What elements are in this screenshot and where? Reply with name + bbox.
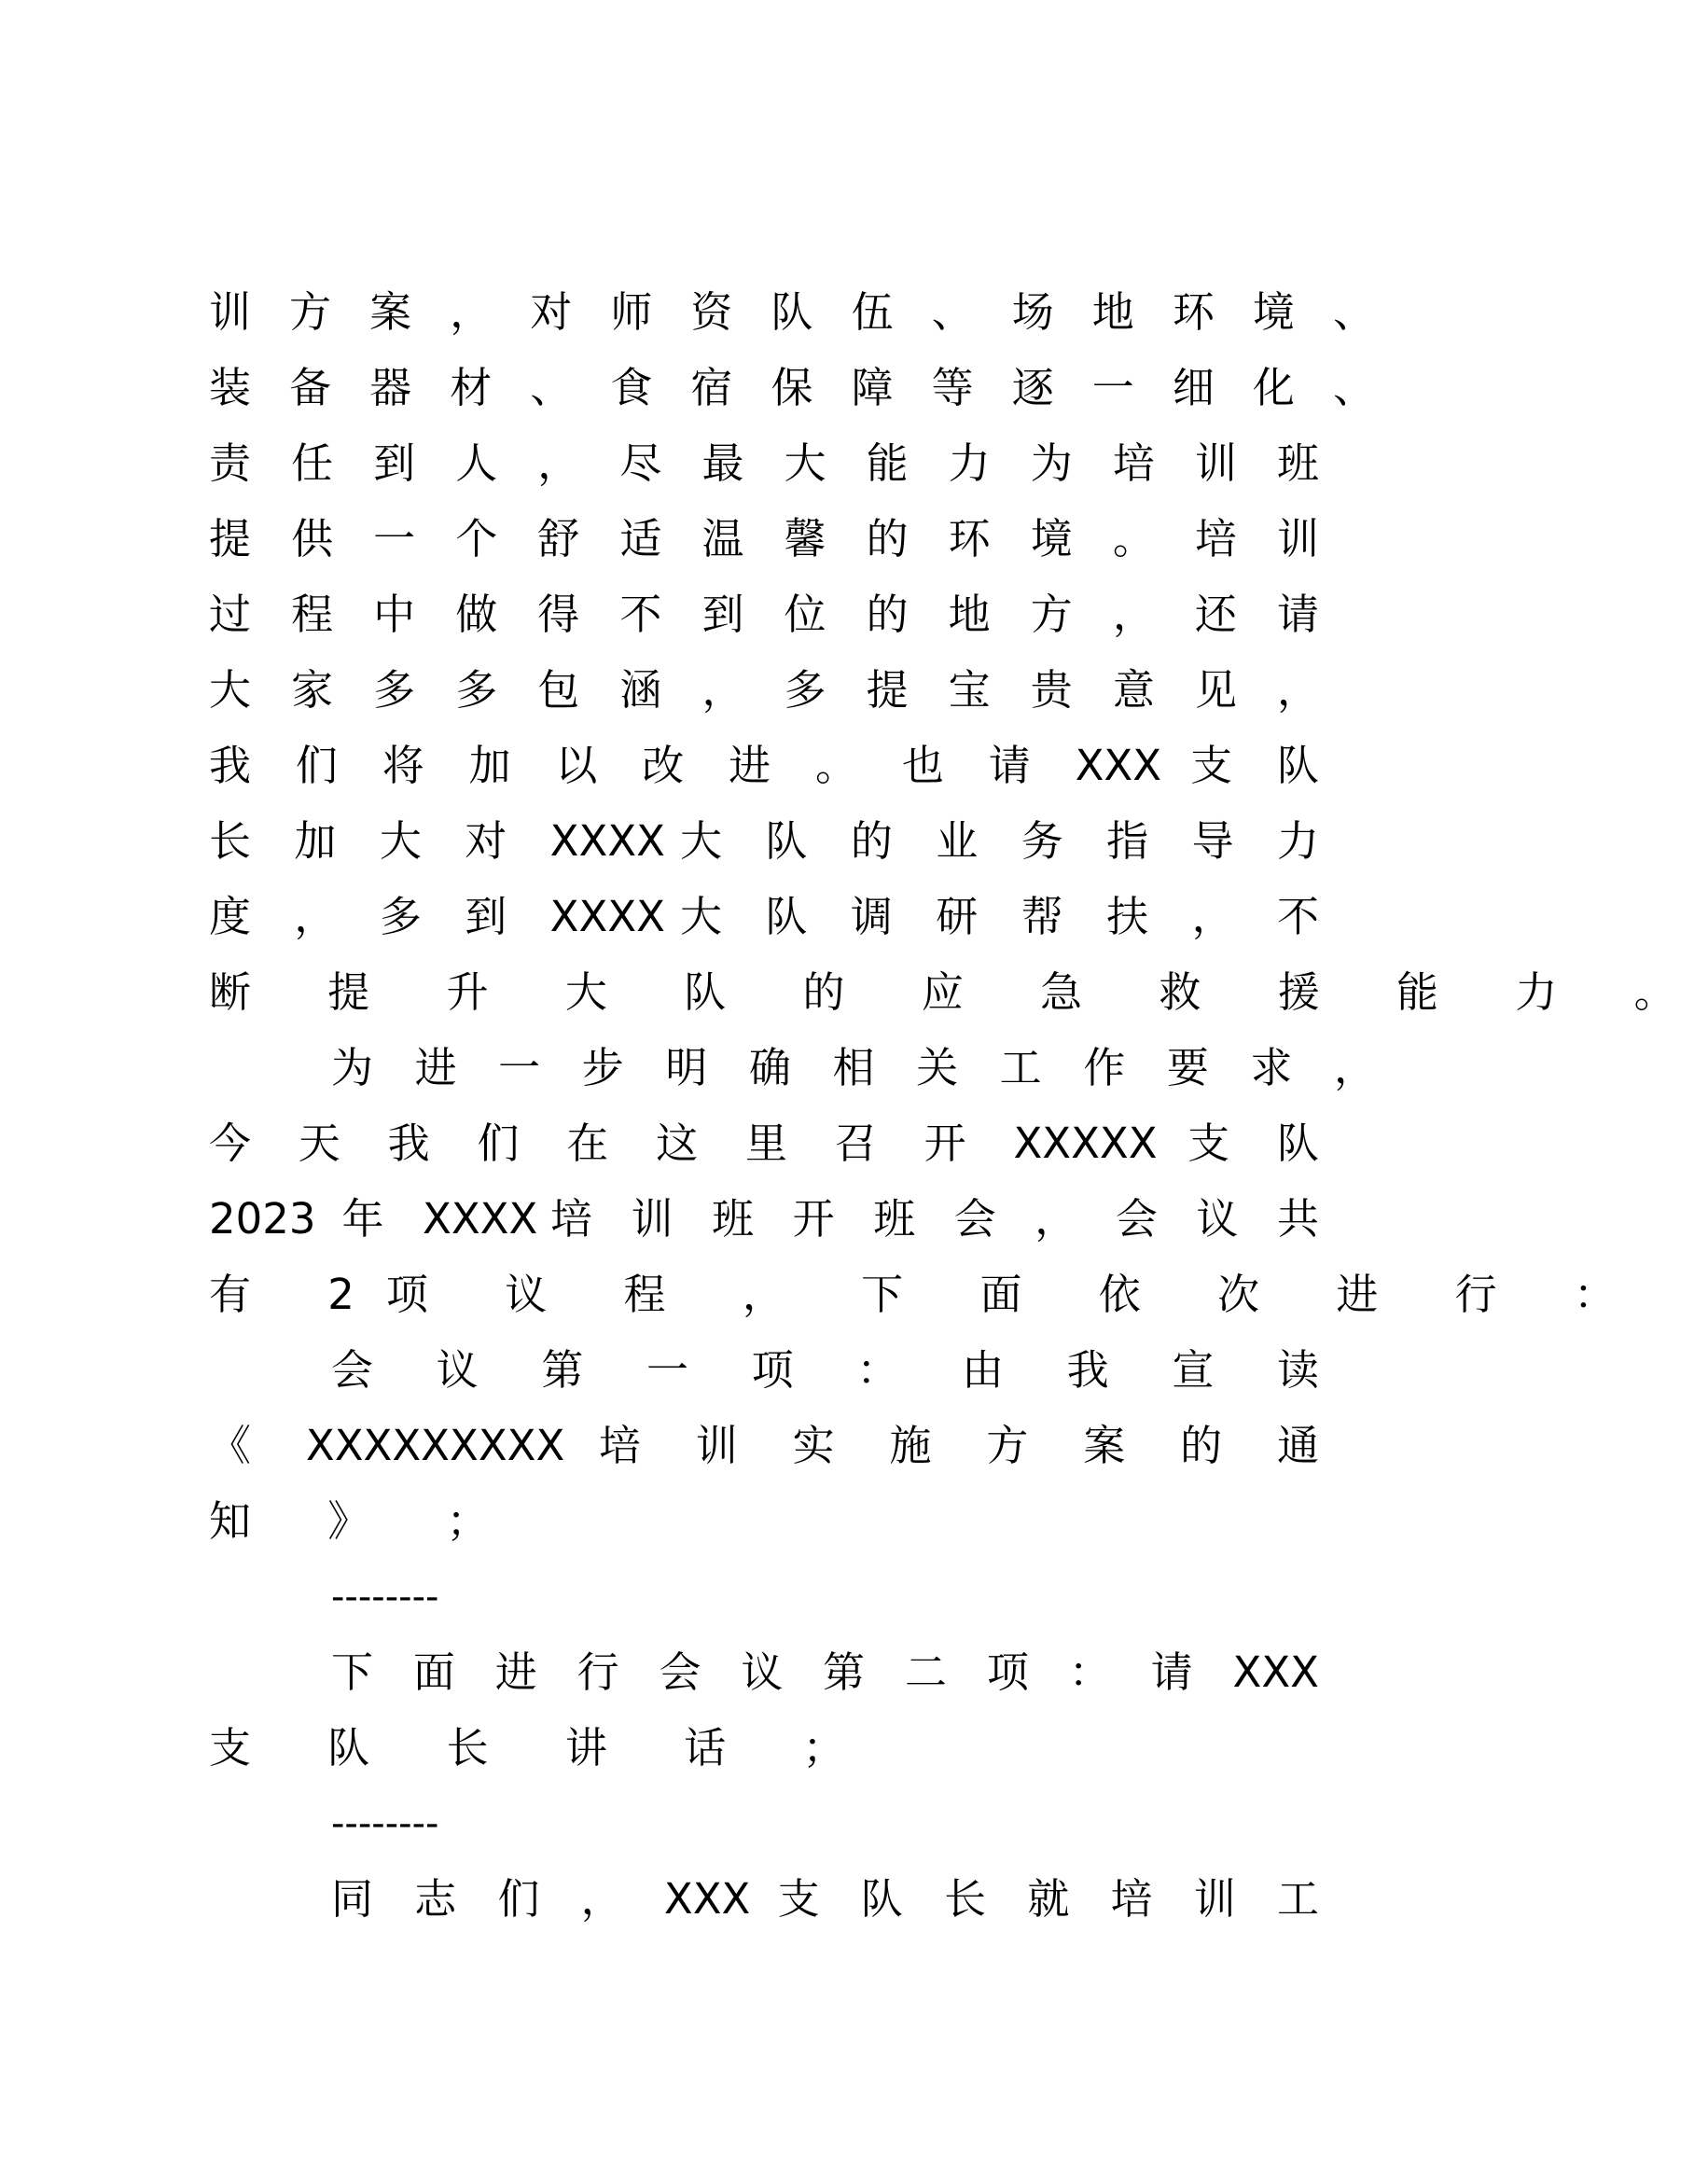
text-line-8: 长 加 大 对 XXXX大 队 的 业 务 指 导 力 — [209, 816, 1319, 866]
text-line-5: 过 程 中 做 得 不 到 位 的 地 方 ， 还 请 — [209, 590, 1319, 639]
separator-line-1: -------- — [331, 1576, 439, 1619]
separator-line-2: -------- — [331, 1802, 439, 1845]
text-line-11: 为 进 一 步 明 确 相 关 工 作 要 求 ， — [331, 1043, 1376, 1092]
text-line-3: 责 任 到 人 ， 尽 最 大 能 力 为 培 训 班 — [209, 438, 1319, 488]
text-line-2: 装 备 器 材 、 食 宿 保 障 等 逐 一 细 化 、 — [209, 363, 1375, 412]
text-line-6: 大 家 多 多 包 涵 ， 多 提 宝 贵 意 见 ， — [209, 665, 1319, 715]
text-line-18: 下 面 进 行 会 议 第 二 项 ： 请 XXX — [331, 1647, 1319, 1697]
text-line-19: 支 队 长 讲 话 ； — [209, 1723, 877, 1772]
text-line-16: 《 XXXXXXXXX 培 训 实 施 方 案 的 通 — [209, 1421, 1319, 1470]
text-line-9: 度 ， 多 到 XXXX大 队 调 研 帮 扶 ， 不 — [209, 892, 1319, 941]
text-line-4: 提 供 一 个 舒 适 温 馨 的 环 境 。 培 训 — [209, 514, 1319, 563]
text-line-12: 今 天 我 们 在 这 里 召 开 XXXXX 支 队 — [209, 1119, 1319, 1168]
text-line-15: 会 议 第 一 项 ： 由 我 宣 读 — [331, 1345, 1319, 1395]
text-line-13: 2023 年 XXXX培 训 班 开 班 会 ， 会 议 共 — [209, 1194, 1319, 1244]
text-line-20: 同 志 们 ， XXX 支 队 长 就 培 训 工 — [331, 1874, 1319, 1924]
text-line-14: 有 2项 议 程 ， 下 面 依 次 进 行 ： — [209, 1270, 1647, 1319]
text-line-17: 知 》 ； — [209, 1496, 521, 1546]
text-line-1: 训 方 案 ， 对 师 资 队 伍 、 场 地 环 境 、 — [209, 287, 1375, 337]
text-line-10: 断 提 升 大 队 的 应 急 救 援 能 力 。 — [209, 967, 1708, 1017]
text-line-7: 我 们 将 加 以 改 进 。 也 请 XXX 支 队 — [209, 741, 1319, 790]
